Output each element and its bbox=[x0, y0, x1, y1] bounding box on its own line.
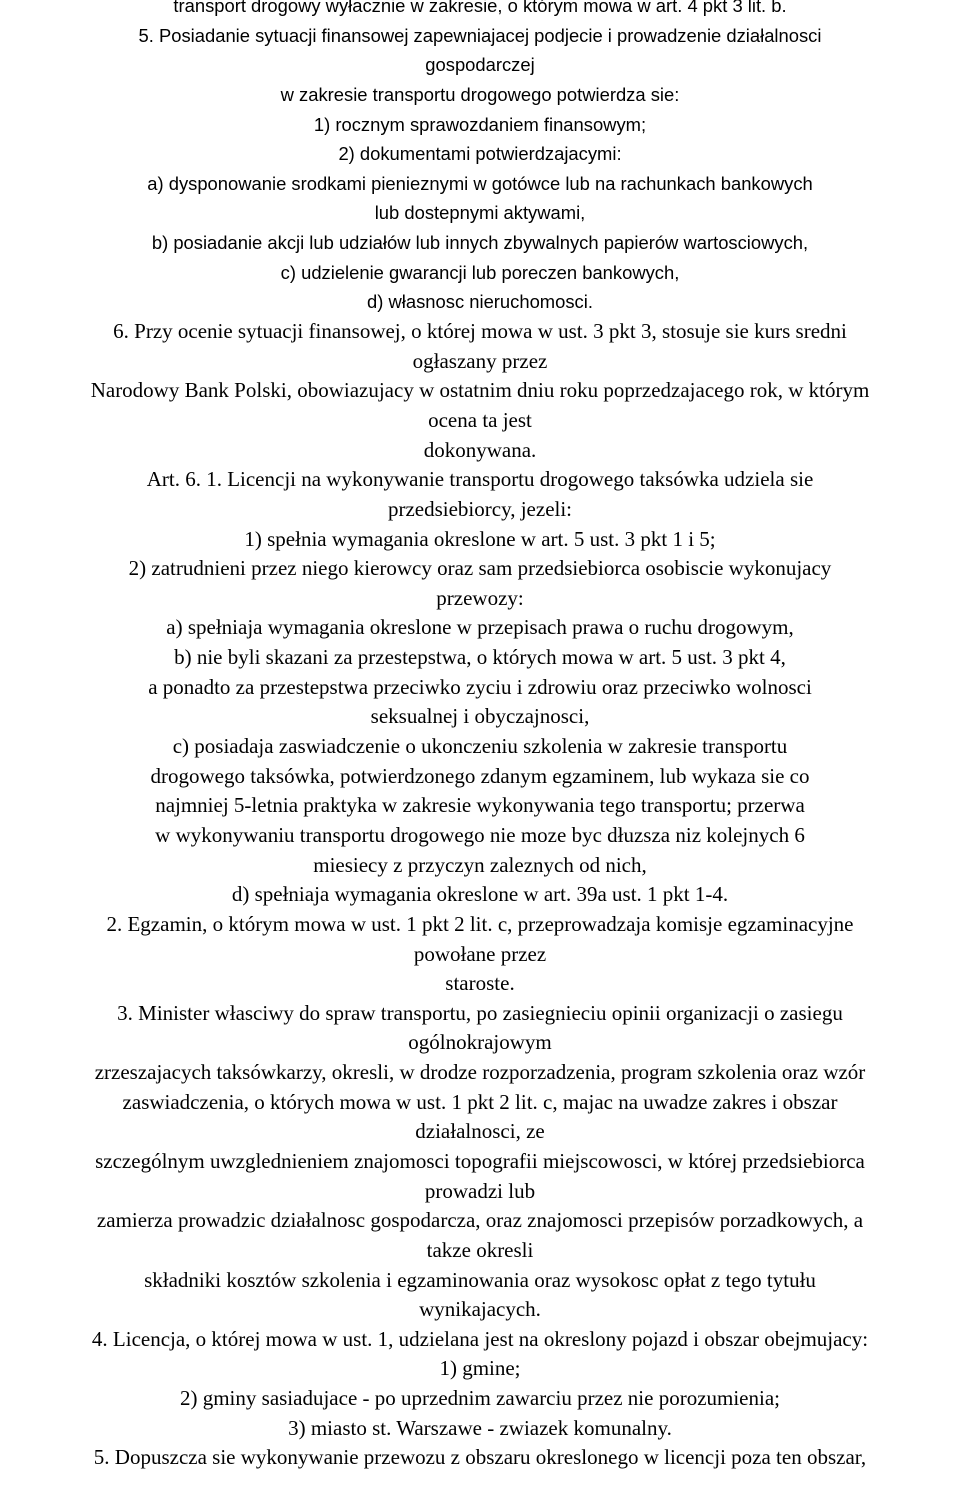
text-line: drogowego taksówka, potwierdzonego zdanym egzaminem, lub wykaza sie co bbox=[150, 763, 810, 788]
text-line: zamierza prowadzic działalnosc gospodarcza, oraz znajomosci przepisów porzadkowych, a bbox=[96, 1208, 864, 1233]
text-line: ogólnokrajowym bbox=[408, 1030, 552, 1055]
text-line: 2. Egzamin, o którym mowa w ust. 1 pkt 2 lit. c, przeprowadzaja komisje egzaminacyjne bbox=[106, 911, 854, 936]
text-line: powołane przez bbox=[413, 941, 547, 966]
text-line: a ponadto za przestepstwa przeciwko zyciu i zdrowiu oraz przeciwko wolnosci bbox=[148, 674, 812, 699]
text-line: 2) dokumentami potwierdzajacymi: bbox=[338, 143, 622, 165]
text-line: dokonywana. bbox=[423, 437, 537, 462]
text-line: transport drogowy wyłacznie w zakresie, o którym mowa w art. 4 pkt 3 lit. b. bbox=[173, 0, 787, 16]
text-line: d) spełniaja wymagania okreslone w art. 39a ust. 1 pkt 1-4. bbox=[231, 882, 729, 907]
text-line: przewozy: bbox=[436, 585, 524, 610]
text-line: staroste. bbox=[445, 971, 515, 996]
text-line: 1) gmine; bbox=[439, 1356, 521, 1381]
text-line: gospodarczej bbox=[425, 54, 535, 76]
text-line: w wykonywaniu transportu drogowego nie moze byc dłuzsza niz kolejnych 6 bbox=[155, 822, 805, 847]
text-line: takze okresli bbox=[426, 1237, 534, 1262]
text-line: c) posiadaja zaswiadczenie o ukonczeniu szkolenia w zakresie transportu bbox=[172, 734, 788, 759]
text-line: a) dysponowanie srodkami pienieznymi w gotówce lub na rachunkach bankowych bbox=[147, 172, 813, 194]
text-line: 1) spełnia wymagania okreslone w art. 5 ust. 3 pkt 1 i 5; bbox=[244, 526, 716, 551]
text-line: 3) miasto st. Warszawe - zwiazek komunalny. bbox=[288, 1415, 672, 1440]
text-line: 5. Dopuszcza sie wykonywanie przewozu z obszaru okreslonego w licencji poza ten obszar, bbox=[93, 1445, 867, 1470]
text-line: ogłaszany przez bbox=[412, 348, 548, 373]
text-line: 3. Minister własciwy do spraw transportu, po zasiegnieciu opinii organizacji o zasiegu bbox=[117, 1000, 843, 1025]
text-line: prowadzi lub bbox=[424, 1178, 536, 1203]
text-line: Art. 6. 1. Licencji na wykonywanie transportu drogowego taksówka udziela sie bbox=[146, 467, 814, 492]
text-line: b) posiadanie akcji lub udziałów lub innych zbywalnych papierów wartosciowych, bbox=[151, 232, 809, 254]
text-line: zaswiadczenia, o których mowa w ust. 1 pkt 2 lit. c, majac na uwadze zakres i obszar bbox=[122, 1089, 838, 1114]
text-line: a) spełniaja wymagania okreslone w przepisach prawa o ruchu drogowym, bbox=[166, 615, 794, 640]
text-line: b) nie byli skazani za przestepstwa, o których mowa w art. 5 ust. 3 pkt 4, bbox=[174, 645, 786, 670]
text-line: seksualnej i obyczajnosci, bbox=[370, 704, 590, 729]
text-line: 1) rocznym sprawozdaniem finansowym; bbox=[313, 113, 647, 135]
text-line: 4. Licencja, o której mowa w ust. 1, udzielana jest na okreslony pojazd i obszar obejmujacy: bbox=[91, 1326, 869, 1351]
text-line: najmniej 5-letnia praktyka w zakresie wykonywania tego transportu; przerwa bbox=[155, 793, 805, 818]
text-line: zrzeszajacych taksówkarzy, okresli, w drodze rozporzadzenia, program szkolenia oraz wzór bbox=[94, 1060, 866, 1085]
text-line: Narodowy Bank Polski, obowiazujacy w ostatnim dniu roku poprzedzajacego rok, w którym bbox=[90, 378, 870, 403]
text-line: w zakresie transportu drogowego potwierdza sie: bbox=[280, 83, 680, 105]
text-line: działalnosci, ze bbox=[415, 1119, 545, 1144]
text-line: przedsiebiorcy, jezeli: bbox=[387, 496, 573, 521]
text-line: 2) gminy sasiadujace - po uprzednim zawarciu przez nie porozumienia; bbox=[179, 1386, 780, 1411]
text-line: 6. Przy ocenie sytuacji finansowej, o której mowa w ust. 3 pkt 3, stosuje sie kurs sredni bbox=[113, 319, 847, 344]
text-line: d) własnosc nieruchomosci. bbox=[367, 291, 593, 313]
text-line: 5. Posiadanie sytuacji finansowej zapewniajacej podjecie i prowadzenie działalnosci bbox=[138, 24, 822, 46]
text-line: 2) zatrudnieni przez niego kierowcy oraz sam przedsiebiorca osobiscie wykonujacy bbox=[128, 556, 832, 581]
text-line: miesiecy z przyczyn zaleznych od nich, bbox=[313, 852, 647, 877]
text-line: szczególnym uwzglednieniem znajomosci topografii miejscowosci, w której przedsiebiorca bbox=[95, 1148, 865, 1173]
text-line: składniki kosztów szkolenia i egzaminowania oraz wysokosc opłat z tego tytułu bbox=[144, 1267, 816, 1292]
text-line: lub dostepnymi aktywami, bbox=[374, 202, 586, 224]
text-line: c) udzielenie gwarancji lub poreczen bankowych, bbox=[280, 261, 680, 283]
text-line: ocena ta jest bbox=[428, 407, 532, 432]
text-line: wynikajacych. bbox=[419, 1297, 541, 1322]
